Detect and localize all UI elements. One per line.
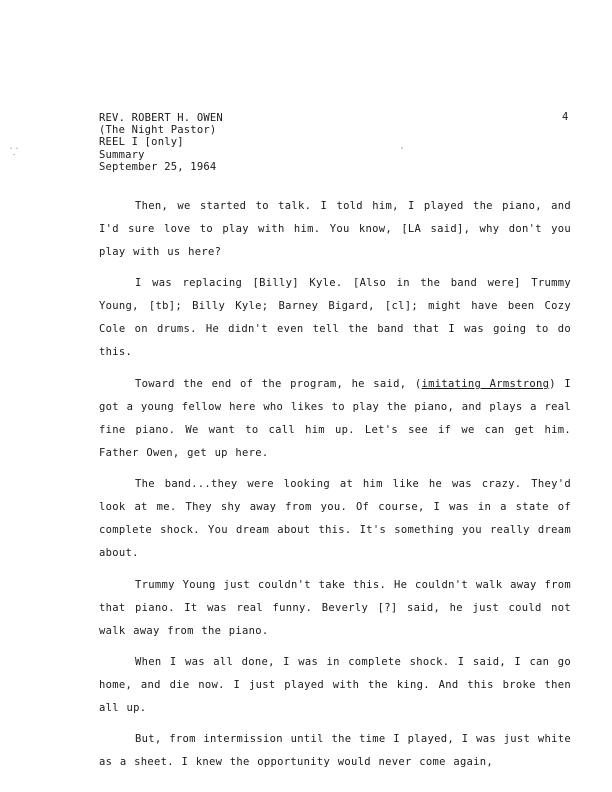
header-type: Summary xyxy=(99,148,145,161)
scan-speck-mark: ⸪ xyxy=(10,147,19,158)
page-number: 4 xyxy=(562,111,569,123)
paragraph-5: Trummy Young just couldn't take this. He couldn't walk away from that piano. It was real funny. Beverly [?] said, he just could not walk away from the piano. xyxy=(99,578,571,637)
transcript-body xyxy=(99,195,571,783)
paragraph-3-after: ) I got a young fellow here who likes to play the piano, and plays a real fine piano. We want to call him up. Let's see if we can get him. Father Owen, get up here. xyxy=(99,377,571,459)
paragraph-6: When I was all done, I was in complete shock. I said, I can go home, and die now. I just played with the king. And this broke then all up. xyxy=(99,655,571,714)
paragraph-3 xyxy=(99,373,571,465)
header-name: REV. ROBERT H. OWEN xyxy=(99,112,223,124)
paragraph-3-before: Toward the end of the program, he said, ( xyxy=(135,377,422,390)
paragraph-7: But, from intermission until the time I played, I was just white as a sheet. I knew the opportunity would never come again, xyxy=(99,733,571,769)
scan-speck-dot: , xyxy=(400,142,405,150)
paragraph-3-stage-direction: imitating Armstrong xyxy=(421,377,550,390)
paragraph-4: The band...they were looking at him like he was crazy. They'd look at me. They shy away from you. Of course, I was in a state of complete shock. You dream about this. It's something you really dream about. xyxy=(99,478,571,560)
paragraph-2: I was replacing [Billy] Kyle. [Also in the band were] Trummy Young, [tb]; Billy Kyle; Barney Bigard, [cl]; might have been Cozy Cole on drums. He didn't even tell the band that I was going to do this. xyxy=(99,277,571,359)
header-title: (The Night Pastor) xyxy=(99,124,217,137)
paragraph-1: Then, we started to talk. I told him, I played the piano, and I'd sure love to play with him. You know, [LA said], why don't you play with us here? xyxy=(99,200,571,258)
document-header xyxy=(99,112,223,173)
header-date: September 25, 1964 xyxy=(99,160,217,173)
header-reel: REEL I [only] xyxy=(99,136,184,149)
